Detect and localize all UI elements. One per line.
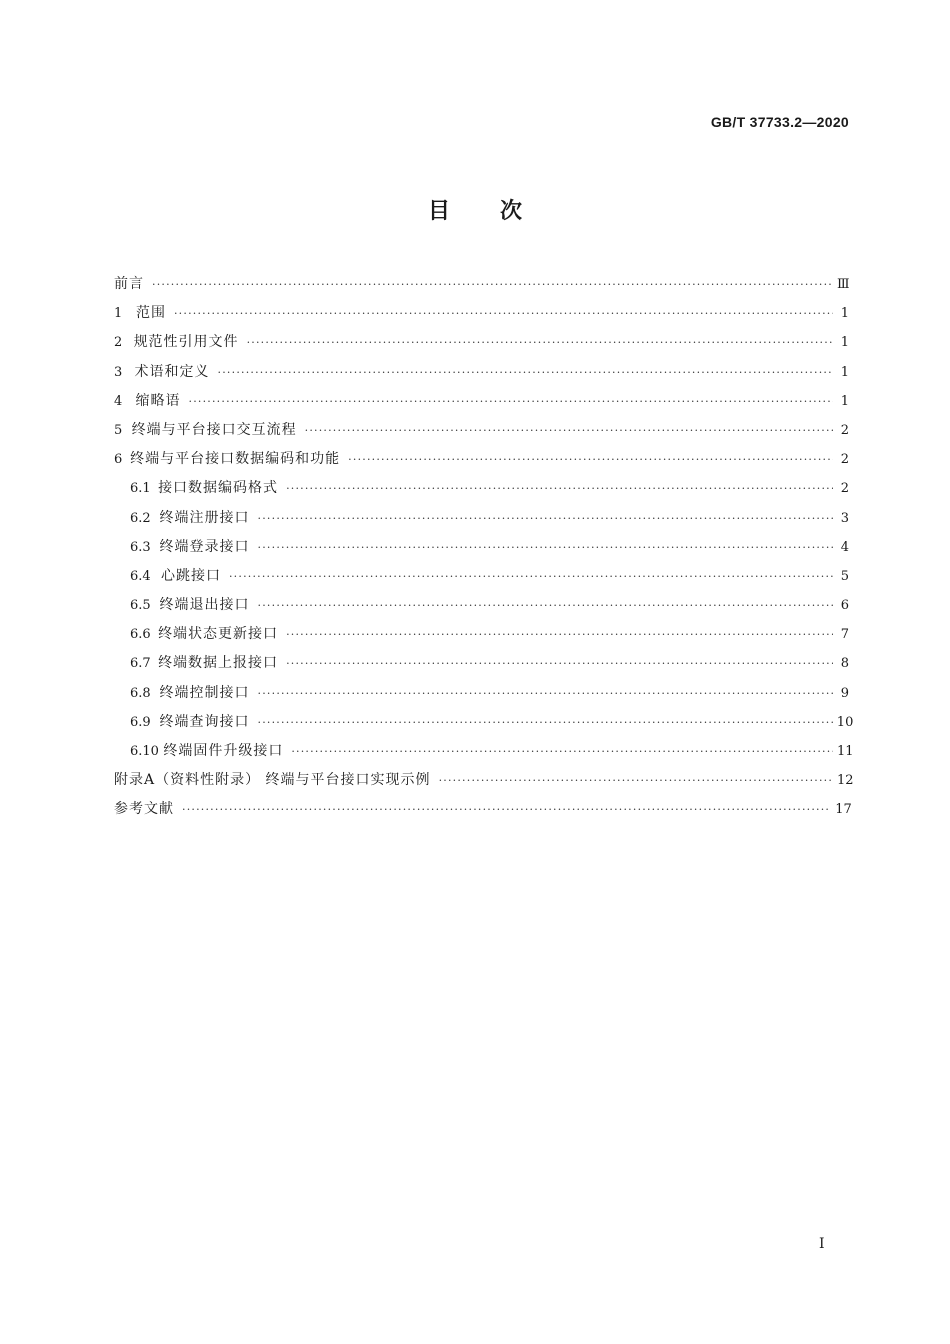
toc-entry-page: 1 bbox=[840, 306, 849, 322]
toc-entry-label: 终端退出接口 bbox=[159, 597, 250, 614]
page-title: 目次 bbox=[427, 199, 572, 224]
toc-entry-page: 7 bbox=[840, 627, 849, 643]
toc-entry-label: 终端查询接口 bbox=[159, 713, 250, 730]
toc-leader-dots bbox=[305, 416, 833, 445]
toc-leader-dots bbox=[182, 795, 831, 824]
toc-leader-dots bbox=[258, 679, 833, 708]
toc-entry-label: 终端固件升级接口 bbox=[163, 743, 284, 759]
toc-entry-label: 终端登录接口 bbox=[159, 538, 250, 555]
toc-entry-6-5[interactable] bbox=[114, 591, 849, 620]
table-of-contents bbox=[114, 270, 854, 825]
toc-entry-page: 6 bbox=[840, 598, 849, 614]
toc-entry-page: 8 bbox=[840, 656, 849, 672]
toc-entry-label: 终端状态更新接口 bbox=[158, 626, 279, 643]
toc-entry-number: 6.6 bbox=[130, 627, 151, 643]
toc-leader-dots bbox=[258, 533, 833, 562]
toc-entry-page: 1 bbox=[840, 364, 849, 380]
toc-entry-page: 2 bbox=[840, 452, 849, 468]
toc-entry-page: Ⅲ bbox=[837, 277, 850, 292]
toc-entry-label: 接口数据编码格式 bbox=[158, 480, 279, 497]
toc-entry-6-2[interactable] bbox=[114, 504, 849, 533]
toc-entry-3[interactable] bbox=[114, 358, 849, 387]
standard-code: GB/T 37733.2—2020 bbox=[710, 114, 849, 130]
toc-leader-dots bbox=[258, 591, 833, 620]
toc-entry-6-8[interactable] bbox=[114, 679, 849, 708]
toc-entry-label: 前言 bbox=[114, 276, 144, 292]
toc-entry-label: 缩略语 bbox=[135, 392, 181, 409]
toc-entry-label: 终端与平台接口交互流程 bbox=[131, 421, 297, 438]
toc-leader-dots bbox=[174, 299, 833, 328]
toc-entry-6-3[interactable] bbox=[114, 533, 849, 562]
toc-entry-1[interactable] bbox=[114, 299, 849, 328]
toc-leader-dots bbox=[348, 445, 833, 474]
toc-leader-dots bbox=[258, 504, 833, 533]
toc-leader-dots bbox=[247, 328, 833, 357]
toc-leader-dots bbox=[152, 270, 833, 299]
toc-entry-6-10[interactable] bbox=[114, 737, 854, 766]
toc-entry-label: 术语和定义 bbox=[134, 363, 210, 380]
toc-entry-number: 6.3 bbox=[130, 539, 151, 555]
toc-entry-number: 6.1 bbox=[130, 481, 151, 497]
toc-entry-page: 10 bbox=[836, 714, 854, 730]
toc-entry-page: 11 bbox=[837, 744, 854, 759]
toc-leader-dots bbox=[258, 708, 833, 737]
toc-leader-dots bbox=[286, 474, 833, 503]
toc-entry-label: 终端与平台接口数据编码和功能 bbox=[130, 451, 341, 468]
toc-entry-2[interactable] bbox=[114, 328, 849, 357]
toc-leader-dots bbox=[218, 358, 833, 387]
page-number: Ⅰ bbox=[819, 1236, 825, 1252]
toc-leader-dots bbox=[286, 649, 833, 678]
toc-entry-6-7[interactable] bbox=[114, 649, 849, 678]
toc-entry-number: 4 bbox=[114, 393, 123, 409]
toc-entry-page: 2 bbox=[840, 481, 849, 497]
toc-entry-number: 6 bbox=[114, 452, 123, 468]
toc-entry-number: 2 bbox=[114, 335, 123, 351]
toc-entry-page: 12 bbox=[837, 773, 854, 789]
toc-entry-number: 1 bbox=[114, 306, 123, 322]
toc-entry-label: 范围 bbox=[135, 305, 166, 322]
toc-entry-label: 终端数据上报接口 bbox=[158, 655, 279, 672]
toc-entry-label: 终端控制接口 bbox=[159, 684, 250, 701]
toc-leader-dots bbox=[439, 766, 833, 795]
toc-entry-number: 6.9 bbox=[130, 714, 151, 730]
toc-entry-6-6[interactable] bbox=[114, 620, 849, 649]
toc-entry-number: 6.10 bbox=[130, 744, 159, 759]
toc-entry-label: 规范性引用文件 bbox=[133, 334, 239, 351]
toc-entry-page: 4 bbox=[840, 539, 849, 555]
toc-entry-4[interactable] bbox=[114, 387, 849, 416]
toc-entry-number: 6.2 bbox=[130, 510, 151, 526]
toc-entry-appendix-a[interactable] bbox=[114, 766, 854, 795]
toc-entry-bibliography[interactable] bbox=[114, 795, 852, 824]
toc-entry-6[interactable] bbox=[114, 445, 849, 474]
toc-entry-number: 3 bbox=[114, 364, 123, 380]
toc-entry-number: 6.5 bbox=[130, 598, 151, 614]
toc-entry-page: 17 bbox=[835, 802, 852, 818]
toc-entry-number: 5 bbox=[114, 422, 123, 438]
toc-entry-label: 终端注册接口 bbox=[159, 509, 250, 526]
toc-entry-page: 1 bbox=[840, 335, 849, 351]
toc-entry-label: 附录A（资料性附录） 终端与平台接口实现示例 bbox=[114, 772, 431, 789]
toc-entry-label: 心跳接口 bbox=[160, 567, 221, 584]
toc-entry-page: 1 bbox=[840, 393, 849, 409]
toc-entry-page: 5 bbox=[840, 568, 849, 584]
toc-entry-6-4[interactable] bbox=[114, 562, 849, 591]
toc-entry-page: 2 bbox=[840, 422, 849, 438]
toc-entry-number: 6.4 bbox=[130, 568, 151, 584]
toc-leader-dots bbox=[291, 737, 833, 766]
toc-entry-page: 9 bbox=[840, 685, 849, 701]
toc-entry-5[interactable] bbox=[114, 416, 849, 445]
toc-entry-number: 6.7 bbox=[130, 656, 151, 672]
toc-leader-dots bbox=[189, 387, 834, 416]
toc-entry-label: 参考文献 bbox=[114, 801, 174, 818]
toc-entry-6-9[interactable] bbox=[114, 708, 854, 737]
toc-entry-6-1[interactable] bbox=[114, 474, 849, 503]
toc-leader-dots bbox=[286, 620, 833, 649]
toc-leader-dots bbox=[229, 562, 833, 591]
toc-entry-page: 3 bbox=[840, 510, 849, 526]
toc-entry-number: 6.8 bbox=[130, 685, 151, 701]
toc-entry-foreword[interactable] bbox=[114, 270, 849, 299]
